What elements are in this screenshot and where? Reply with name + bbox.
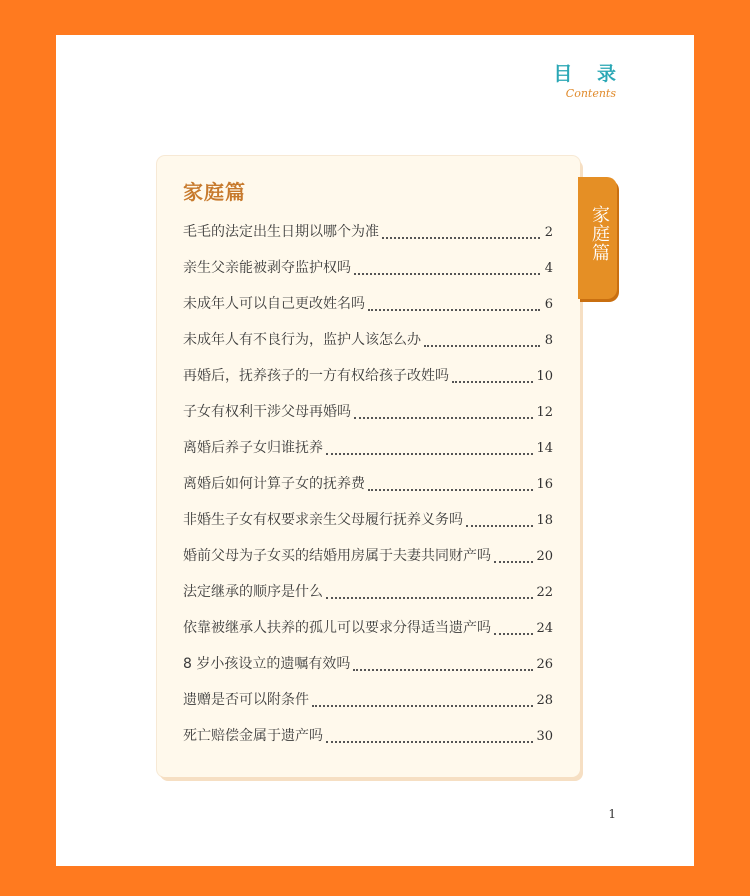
dot-leader (353, 669, 533, 671)
book-page (56, 35, 694, 866)
toc-entry-title: 再婚后，抚养孩子的一方有权给孩子改姓吗 (183, 368, 449, 384)
toc-entry[interactable] (183, 610, 553, 646)
toc-entry-page: 16 (536, 477, 553, 492)
section-title: 家庭篇 (183, 180, 246, 204)
toc-entry[interactable] (183, 394, 553, 430)
dot-leader (494, 561, 533, 563)
dot-leader (326, 597, 533, 599)
toc-entry[interactable] (183, 682, 553, 718)
toc-card (157, 156, 580, 777)
toc-entry[interactable] (183, 466, 553, 502)
toc-entry-title: 未成年人有不良行为，监护人该怎么办 (183, 332, 421, 348)
toc-entry[interactable] (183, 250, 553, 286)
toc-entry-page: 12 (536, 405, 553, 420)
dot-leader (326, 453, 533, 455)
toc-entry-title: 依靠被继承人扶养的孤儿可以要求分得适当遗产吗 (183, 620, 491, 636)
toc-entry-title: 离婚后养子女归谁抚养 (183, 440, 323, 456)
toc-entry-title: 遗赠是否可以附条件 (183, 692, 309, 708)
toc-entry-page: 6 (544, 297, 553, 312)
toc-entry[interactable] (183, 646, 553, 682)
toc-entry-page: 2 (544, 225, 553, 240)
page-number: 1 (608, 807, 616, 821)
dot-leader (452, 381, 533, 383)
toc-entry[interactable] (183, 214, 553, 250)
toc-entry-page: 14 (536, 441, 553, 456)
toc-entry-title: 离婚后如何计算子女的抚养费 (183, 476, 365, 492)
toc-entry[interactable] (183, 430, 553, 466)
toc-entry[interactable] (183, 718, 553, 754)
toc-entry-title: 法定继承的顺序是什么 (183, 584, 323, 600)
dot-leader (368, 489, 533, 491)
toc-entry-page: 20 (536, 549, 553, 564)
dot-leader (312, 705, 533, 707)
toc-entry-page: 28 (536, 693, 553, 708)
toc-entry-title: 毛毛的法定出生日期以哪个为准 (183, 224, 379, 240)
dot-leader (326, 741, 533, 743)
toc-entry[interactable] (183, 574, 553, 610)
toc-entry-page: 26 (536, 657, 553, 672)
toc-entry-page: 24 (536, 621, 553, 636)
toc-entry-title: 婚前父母为子女买的结婚用房属于夫妻共同财产吗 (183, 548, 491, 564)
toc-entry-title: 亲生父亲能被剥夺监护权吗 (183, 260, 351, 276)
toc-entry-title: 8 岁小孩设立的遗嘱有效吗 (183, 656, 351, 672)
toc-entry-title: 子女有权利干涉父母再婚吗 (183, 404, 351, 420)
toc-entry[interactable] (183, 358, 553, 394)
dot-leader (354, 417, 533, 419)
toc-entry[interactable] (183, 502, 553, 538)
dot-leader (354, 273, 540, 275)
dot-leader (494, 633, 533, 635)
dot-leader (368, 309, 540, 311)
toc-entry-title: 死亡赔偿金属于遗产吗 (183, 728, 323, 744)
toc-entry-page: 18 (536, 513, 553, 528)
dot-leader (466, 525, 533, 527)
toc-entry-page: 10 (536, 369, 553, 384)
toc-entry[interactable] (183, 538, 553, 574)
toc-entry[interactable] (183, 322, 553, 358)
dot-leader (424, 345, 540, 347)
toc-subtitle: Contents (565, 87, 616, 100)
toc-entry-page: 8 (544, 333, 553, 348)
toc-entry-page: 30 (536, 729, 553, 744)
toc-entry-title: 非婚生子女有权要求亲生父母履行抚养义务吗 (183, 512, 463, 528)
toc-entry-title: 未成年人可以自己更改姓名吗 (183, 296, 365, 312)
toc-entry[interactable] (183, 286, 553, 322)
toc-entry-page: 22 (536, 585, 553, 600)
dot-leader (382, 237, 540, 239)
toc-entry-page: 4 (544, 261, 553, 276)
section-tab-label: 家庭篇 (589, 205, 610, 262)
toc-header (553, 59, 625, 100)
toc-list (183, 214, 553, 754)
section-tab[interactable] (578, 177, 617, 299)
toc-title: 目 录 (553, 63, 625, 85)
